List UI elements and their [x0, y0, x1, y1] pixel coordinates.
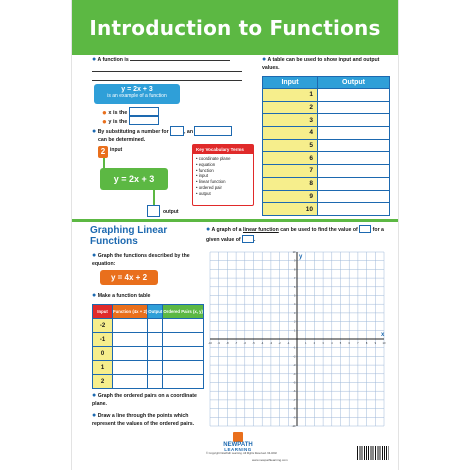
y-tick-label: 4 [294, 303, 296, 307]
input-arrow [103, 158, 105, 168]
definition-blank-3[interactable] [92, 80, 242, 81]
table-row: 2 [93, 375, 204, 389]
output-cell[interactable] [318, 203, 390, 216]
vocab-item: • input [196, 173, 209, 179]
output-cell[interactable] [318, 190, 390, 203]
output-cell[interactable] [318, 152, 390, 165]
x-tick-label: -9 [217, 342, 220, 345]
table-row: 8 [263, 177, 390, 190]
vocab-item: • function [196, 167, 214, 173]
fn-header-function: Function (4x + 2) [113, 305, 148, 319]
y-tick-label: 2 [294, 320, 296, 324]
substitute-text-1: By substituting a number for [97, 129, 169, 135]
y-tick-label: -3 [293, 364, 296, 368]
x-tick-label: -1 [287, 342, 290, 345]
x-tick-label: 4 [331, 342, 333, 345]
draw-line-text: ● Draw a line through the points which represent the values of the ordered pairs. [92, 412, 195, 427]
logo-mark-icon [233, 432, 243, 442]
y-tick-label: -9 [293, 416, 296, 420]
substitute-box-2[interactable] [194, 126, 232, 136]
page-title: Introduction to Functions [89, 15, 381, 40]
y-tick-label: 7 [294, 277, 296, 281]
bullet-icon: ● [262, 56, 267, 63]
orange-bullet-icon: ● [102, 108, 107, 117]
output-cell[interactable] [318, 114, 390, 127]
table-row: 10 [263, 203, 390, 216]
graphing-title: Graphing Linear Functions [90, 225, 168, 247]
graph-pairs-text: ● Graph the ordered pairs on a coordinate plane. [92, 392, 197, 407]
x-tick-label: -2 [278, 342, 281, 345]
x-tick-label: 9 [374, 342, 377, 345]
x-tick-label: 6 [348, 342, 350, 345]
header-banner [72, 0, 398, 55]
vocabulary-box [192, 144, 254, 206]
bullet-icon: ● [92, 128, 97, 135]
input-output-table [262, 76, 390, 216]
table-row: -2 [93, 319, 204, 333]
graph-box-2[interactable] [242, 235, 254, 243]
section-divider [72, 219, 398, 222]
bullet-icon: ● [206, 226, 211, 233]
fn-header-pairs: Ordered Pairs (x, y) [163, 305, 204, 319]
io-header-output: Output [318, 77, 390, 89]
substitution-text [92, 126, 272, 143]
x-tick-label: -8 [226, 342, 229, 345]
definition-prefix: A function is [97, 57, 129, 63]
x-tick-label: 10 [382, 342, 386, 345]
poster-sheet [72, 0, 398, 470]
x-tick-label: -3 [269, 342, 273, 345]
output-cell[interactable] [318, 127, 390, 140]
definition-block [92, 56, 252, 84]
x-tick-label: -10 [208, 342, 212, 345]
y-tick-label: -5 [293, 381, 296, 385]
vocab-item: • equation [196, 161, 216, 167]
vocab-item: • ordered pair [196, 184, 222, 190]
bullet-icon: ● [92, 292, 97, 299]
input-label: input [110, 147, 123, 153]
y-tick-label: -4 [293, 372, 296, 376]
y-answer-box[interactable] [129, 116, 159, 125]
x-tick-label: -6 [243, 342, 246, 345]
table-row: 3 [263, 114, 390, 127]
table-row: 6 [263, 152, 390, 165]
brand-logo [208, 432, 268, 453]
y-tick-label: 5 [294, 294, 296, 298]
table-row: 2 [263, 101, 390, 114]
x-tick-label: 3 [322, 342, 324, 345]
table-row: 1 [263, 89, 390, 102]
vocab-item: • output [196, 190, 211, 196]
y-tick-label: 9 [294, 259, 296, 263]
y-row [102, 116, 159, 126]
bullet-icon: ● [92, 412, 97, 419]
substitute-text-3: can be determined. [98, 136, 146, 143]
graph-intro-text: ● A graph of a linear function can be used to find the value of for a given value of . [206, 226, 384, 243]
substitute-text-2: , an [184, 129, 193, 135]
y-tick-label: -7 [293, 398, 296, 402]
io-table-intro: ● A table can be used to show input and output values. [262, 56, 380, 71]
x-tick-label: -4 [261, 342, 264, 345]
x-tick-label: 1 [304, 342, 307, 345]
x-tick-label: 7 [357, 342, 359, 345]
x-tick-label: 5 [339, 342, 342, 345]
output-answer-box[interactable] [147, 205, 160, 217]
x-axis-label: x [381, 332, 385, 338]
io-header-input: Input [263, 77, 318, 89]
copyright: © Copyright NewPath Learning. All Rights Reserved. 93-4602 [206, 452, 277, 455]
y-tick-label: -1 [293, 346, 296, 350]
y-tick-label: -2 [293, 355, 296, 359]
output-cell[interactable] [318, 139, 390, 152]
table-row: 1 [93, 361, 204, 375]
y-tick-label: 10 [292, 251, 296, 254]
x-tick-label: -7 [234, 342, 238, 345]
x-tick-label: 8 [365, 342, 368, 345]
make-table-text: ● Make a function table [92, 292, 151, 299]
bullet-icon: ● [92, 56, 97, 63]
table-row: 4 [263, 127, 390, 140]
definition-blank-1[interactable] [130, 60, 230, 61]
website: www.newpathlearning.com [252, 458, 288, 462]
brand-name: NEWPATH [223, 442, 253, 448]
y-tick-label: 6 [294, 285, 296, 289]
y-tick-label: 8 [294, 268, 296, 272]
definition-blank-2[interactable] [92, 71, 242, 72]
table-row: 9 [263, 190, 390, 203]
coordinate-grid-svg [204, 246, 390, 432]
table-row: 5 [263, 139, 390, 152]
example-caption: is an example of a function [107, 93, 167, 99]
fn-header-output: Output [148, 305, 163, 319]
y-tick-label: 1 [294, 329, 296, 333]
output-arrow [153, 190, 155, 205]
substitute-box-1[interactable] [170, 126, 184, 136]
output-cell[interactable] [318, 89, 390, 102]
output-cell[interactable] [318, 177, 390, 190]
table-row: 0 [93, 347, 204, 361]
bullet-icon: ● [92, 392, 97, 399]
bullet-icon: ● [92, 252, 97, 259]
vocab-item: • linear function [196, 179, 226, 185]
y-label: y is the [108, 119, 128, 125]
graphing-equation: y = 4x + 2 [100, 270, 158, 285]
vocab-item: • coordinate plane [196, 156, 231, 161]
output-cell[interactable] [318, 165, 390, 178]
y-tick-label: -8 [293, 407, 296, 411]
table-row: 7 [263, 165, 390, 178]
x-answer-box[interactable] [129, 107, 159, 116]
graph-box-1[interactable] [359, 225, 371, 233]
graphing-desc: ● Graph the functions described by the equation: [92, 252, 190, 267]
y-axis-label: y [299, 254, 303, 260]
coordinate-plane[interactable] [204, 246, 390, 432]
y-tick-label: -6 [293, 390, 296, 394]
input-number-badge: 2 [98, 146, 108, 158]
function-table [92, 304, 204, 389]
table-row: -1 [93, 333, 204, 347]
fn-header-input: Input [93, 305, 113, 319]
barcode-icon [357, 446, 389, 460]
brand-subname: LEARNING [224, 447, 252, 452]
output-label: output [163, 209, 179, 215]
x-tick-label: 2 [313, 342, 316, 345]
example-equation: y = 2x + 3 [121, 86, 153, 93]
y-tick-label: 3 [294, 311, 296, 315]
orange-bullet-icon: ● [102, 117, 107, 126]
output-cell[interactable] [318, 101, 390, 114]
x-tick-label: -5 [252, 342, 255, 345]
machine-equation: y = 2x + 3 [100, 168, 168, 190]
x-label: x is the [108, 110, 128, 116]
vocabulary-title: Key Vocabulary Terms [193, 145, 253, 154]
example-equation-box [94, 84, 180, 104]
y-tick-label: -10 [291, 425, 296, 428]
